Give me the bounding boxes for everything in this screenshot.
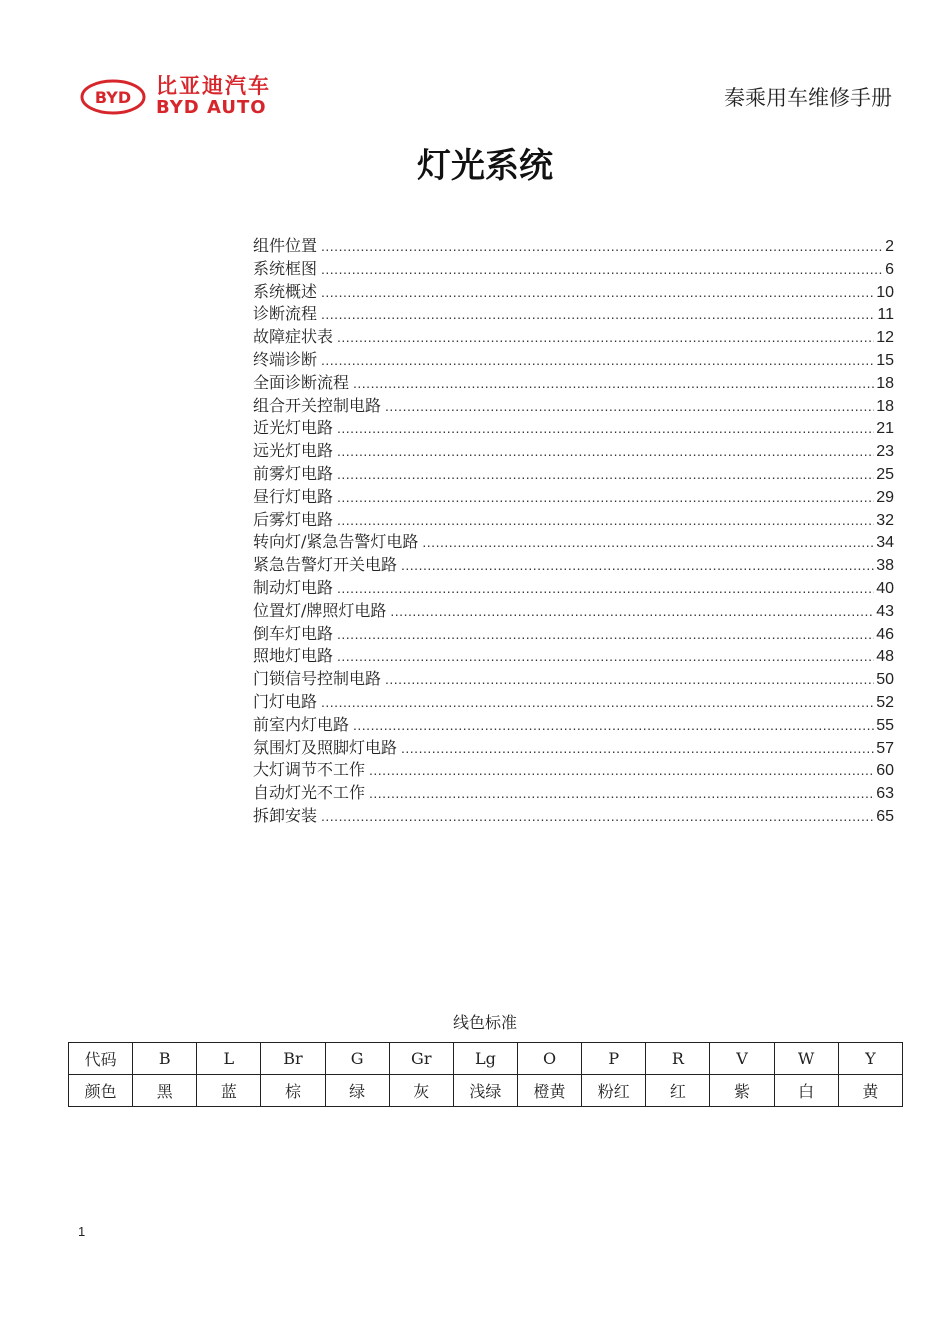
toc-entry-page: 12 <box>876 329 894 347</box>
toc-dot-leader <box>369 762 874 778</box>
wire-color-cell: 黑 <box>133 1075 197 1107</box>
logo-badge-text: BYD <box>94 87 132 107</box>
toc-dot-leader <box>401 740 874 756</box>
toc-entry-page: 29 <box>876 488 894 506</box>
color-header-cell: 颜色 <box>69 1075 133 1107</box>
manual-title: 秦乘用车维修手册 <box>724 86 892 110</box>
toc-entry-page: 55 <box>876 716 894 734</box>
toc-entry-label: 前雾灯电路 <box>253 463 334 483</box>
wire-color-row <box>69 1075 903 1107</box>
toc-entry-label: 全面诊断流程 <box>253 372 350 392</box>
toc-entry-label: 近光灯电路 <box>253 418 334 438</box>
wire-color-cell: 橙黄 <box>517 1075 581 1107</box>
toc-entry-page: 10 <box>876 283 894 301</box>
toc-entry[interactable] <box>253 712 894 735</box>
toc-dot-leader <box>422 534 874 550</box>
toc-entry[interactable] <box>253 621 894 644</box>
toc-entry-page: 11 <box>877 306 894 324</box>
toc-entry[interactable] <box>253 370 894 393</box>
toc-dot-leader <box>321 238 883 254</box>
toc-entry-page: 63 <box>876 785 894 803</box>
toc-dot-leader <box>337 466 874 482</box>
byd-oval-icon <box>80 78 146 116</box>
wire-color-cell: 红 <box>646 1075 710 1107</box>
toc-entry-label: 紧急告警灯开关电路 <box>253 555 398 575</box>
toc-entry[interactable] <box>253 393 894 416</box>
toc-entry-page: 48 <box>876 648 894 666</box>
toc-entry[interactable] <box>253 735 894 758</box>
wire-color-cell: 黄 <box>838 1075 902 1107</box>
toc-entry-label: 照地灯电路 <box>253 646 334 666</box>
toc-dot-leader <box>337 420 874 436</box>
toc-dot-leader <box>385 671 874 687</box>
toc-entry-label: 拆卸安装 <box>253 805 318 825</box>
toc-dot-leader <box>337 443 874 459</box>
page-number: 1 <box>78 1224 86 1239</box>
wire-color-cell: 蓝 <box>197 1075 261 1107</box>
toc-entry[interactable] <box>253 780 894 803</box>
toc-entry-label: 位置灯/牌照灯电路 <box>253 600 387 620</box>
toc-entry-label: 门锁信号控制电路 <box>253 669 382 689</box>
toc-entry-label: 终端诊断 <box>253 349 318 369</box>
toc-dot-leader <box>369 785 874 801</box>
wire-code-cell: G <box>325 1043 389 1075</box>
toc-entry-page: 34 <box>876 534 894 552</box>
wire-code-cell: Gr <box>389 1043 453 1075</box>
wire-code-cell: L <box>197 1043 261 1075</box>
toc-entry-page: 57 <box>876 739 894 757</box>
toc-entry-page: 32 <box>876 511 894 529</box>
toc-dot-leader <box>337 512 874 528</box>
toc-entry[interactable] <box>253 666 894 689</box>
toc-dot-leader <box>337 489 874 505</box>
wire-code-row <box>69 1043 903 1075</box>
toc-entry-label: 自动灯光不工作 <box>253 783 366 803</box>
toc-entry-page: 2 <box>885 238 894 255</box>
wire-code-cell: Y <box>838 1043 902 1075</box>
toc-entry-page: 18 <box>876 397 894 415</box>
toc-dot-leader <box>401 557 874 573</box>
toc-entry[interactable] <box>253 279 894 302</box>
wire-color-cell: 紫 <box>710 1075 774 1107</box>
toc-entry[interactable] <box>253 529 894 552</box>
toc-entry-label: 氛围灯及照脚灯电路 <box>253 737 398 757</box>
toc-entry[interactable] <box>253 575 894 598</box>
toc-entry[interactable] <box>253 461 894 484</box>
toc-entry[interactable] <box>253 438 894 461</box>
toc-dot-leader <box>337 580 874 596</box>
wire-color-cell: 棕 <box>261 1075 325 1107</box>
toc-entry[interactable] <box>253 301 894 324</box>
wire-code-cell: Lg <box>453 1043 517 1075</box>
toc-entry-page: 21 <box>876 420 894 438</box>
toc-entry[interactable] <box>253 598 894 621</box>
toc-entry-label: 组件位置 <box>253 236 318 255</box>
wire-color-cell: 粉红 <box>582 1075 646 1107</box>
logo-en-text: BYD AUTO <box>156 97 267 118</box>
toc-entry[interactable] <box>253 324 894 347</box>
code-header-cell: 代码 <box>69 1043 133 1075</box>
toc-dot-leader <box>337 648 874 664</box>
toc-entry-page: 46 <box>876 625 894 643</box>
toc-entry-label: 后雾灯电路 <box>253 509 334 529</box>
toc-dot-leader <box>321 352 874 368</box>
toc-entry-label: 组合开关控制电路 <box>253 395 382 415</box>
toc-entry-label: 系统框图 <box>253 258 318 278</box>
toc-entry-label: 昼行灯电路 <box>253 486 334 506</box>
toc-entry-label: 倒车灯电路 <box>253 623 334 643</box>
toc-entry-label: 诊断流程 <box>253 304 318 324</box>
wire-code-cell: O <box>517 1043 581 1075</box>
toc-entry[interactable] <box>253 643 894 666</box>
wire-code-cell: Br <box>261 1043 325 1075</box>
toc-entry-label: 远光灯电路 <box>253 441 334 461</box>
toc-entry-page: 25 <box>876 465 894 483</box>
toc-dot-leader <box>385 398 874 414</box>
toc-entry-page: 43 <box>876 602 894 620</box>
toc-entry[interactable] <box>253 484 894 507</box>
toc-dot-leader <box>321 284 874 300</box>
toc-dot-leader <box>353 375 874 391</box>
toc-entry-label: 门灯电路 <box>253 691 318 711</box>
toc-entry[interactable] <box>253 256 894 279</box>
toc-entry[interactable] <box>253 689 894 712</box>
wire-color-table <box>68 1042 903 1107</box>
toc-entry-page: 18 <box>876 374 894 392</box>
toc-dot-leader <box>337 329 874 345</box>
toc-entry-page: 15 <box>876 351 894 369</box>
toc-dot-leader <box>353 717 874 733</box>
toc-entry-page: 40 <box>876 579 894 597</box>
toc-entry[interactable] <box>253 552 894 575</box>
wire-color-cell: 白 <box>774 1075 838 1107</box>
toc-entry-label: 制动灯电路 <box>253 577 334 597</box>
toc-dot-leader <box>321 694 874 710</box>
wire-code-cell: W <box>774 1043 838 1075</box>
toc-dot-leader <box>337 626 874 642</box>
toc-entry-page: 6 <box>885 260 894 278</box>
toc-entry-page: 50 <box>876 671 894 689</box>
toc-entry-page: 23 <box>876 443 894 461</box>
toc-entry-page: 52 <box>876 693 894 711</box>
toc-entry[interactable] <box>253 507 894 530</box>
toc-entry[interactable] <box>253 347 894 370</box>
toc-dot-leader <box>321 261 883 277</box>
toc-entry[interactable] <box>253 233 894 256</box>
toc-dot-leader <box>390 603 874 619</box>
wire-code-cell: R <box>646 1043 710 1075</box>
wire-color-cell: 灰 <box>389 1075 453 1107</box>
toc-entry[interactable] <box>253 415 894 438</box>
toc-entry-label: 前室内灯电路 <box>253 714 350 734</box>
toc-entry[interactable] <box>253 757 894 780</box>
toc-dot-leader <box>321 306 875 322</box>
toc-entry[interactable] <box>253 803 894 826</box>
wire-code-cell: P <box>582 1043 646 1075</box>
table-of-contents <box>253 233 894 826</box>
toc-entry-label: 故障症状表 <box>253 327 334 347</box>
logo-cn-text: 比亚迪汽车 <box>156 74 271 98</box>
page-title: 灯光系统 <box>417 146 553 186</box>
toc-entry-label: 大灯调节不工作 <box>253 760 366 780</box>
toc-entry-page: 60 <box>876 762 894 780</box>
wire-color-cell: 绿 <box>325 1075 389 1107</box>
toc-entry-page: 38 <box>876 557 894 575</box>
wire-code-cell: V <box>710 1043 774 1075</box>
toc-entry-label: 转向灯/紧急告警灯电路 <box>253 532 419 552</box>
toc-entry-label: 系统概述 <box>253 281 318 301</box>
toc-entry-page: 65 <box>876 807 894 825</box>
wire-color-caption: 线色标准 <box>452 1013 517 1032</box>
wire-color-cell: 浅绿 <box>453 1075 517 1107</box>
toc-dot-leader <box>321 808 874 824</box>
byd-logo <box>80 76 271 117</box>
wire-code-cell: B <box>133 1043 197 1075</box>
